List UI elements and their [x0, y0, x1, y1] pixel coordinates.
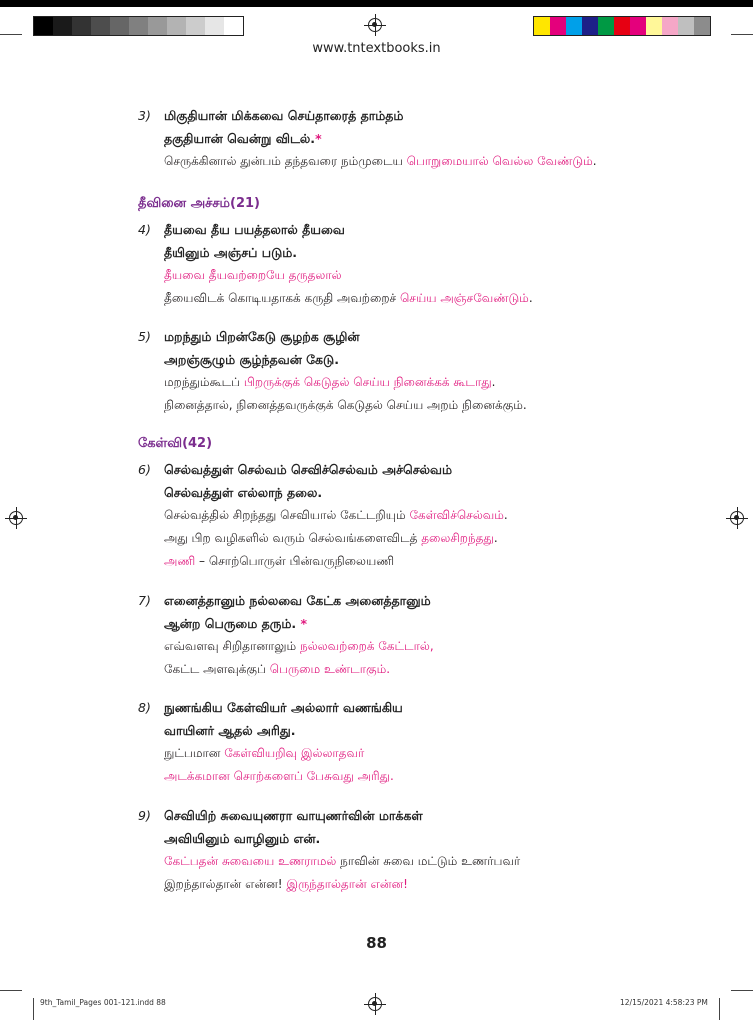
grey-swatch: [34, 17, 53, 35]
verse-line: வாயினர் ஆதல் அரிது.: [164, 723, 296, 738]
registration-mark-icon: [9, 511, 23, 525]
verse-line: தீயினும் அஞ்சப் படும்.: [164, 245, 298, 260]
explanation-line: கேட்ட அளவுக்குப் பெருமை உண்டாகும்.: [164, 662, 391, 676]
grey-swatch: [167, 17, 186, 35]
verse-line: தகுதியான் வென்று விடல்.*: [164, 131, 322, 146]
website-url: www.tntextbooks.in: [312, 41, 441, 56]
grey-swatch: [110, 17, 129, 35]
footer-timestamp: 12/15/2021 4:58:23 PM: [620, 998, 708, 1007]
color-swatch: [550, 17, 566, 35]
explanation-line: நினைத்தால், நினைத்தவருக்குக் கெடுதல் செய்ய அறம் நினைக்கும்.: [164, 398, 527, 412]
color-swatch: [694, 17, 710, 35]
section-heading: தீவினை அச்சம்(21): [138, 196, 260, 211]
verse-line: அவியினும் வாழினும் என்.: [164, 831, 321, 846]
crop-mark: [0, 34, 22, 35]
verse-line: செல்வத்துள் எல்லாந் தலை.: [164, 485, 323, 500]
verse-line: மிகுதியான் மிக்கவை செய்தாரைத் தாம்தம்: [164, 108, 404, 123]
registration-mark-icon: [368, 18, 382, 32]
color-swatch: [582, 17, 598, 35]
registration-mark-icon: [368, 997, 382, 1011]
crop-mark: [731, 34, 753, 35]
color-swatch: [662, 17, 678, 35]
explanation-line: தீயைவிடக் கொடியதாகக் கருதி அவற்றைச் செய்ய அஞ்சவேண்டும்.: [164, 291, 533, 305]
color-swatch: [598, 17, 614, 35]
explanation-line: இறந்தால்தான் என்ன! இருந்தால்தான் என்ன!: [164, 877, 408, 891]
section-heading: கேள்வி(42): [138, 436, 213, 451]
verse-number: 6): [138, 462, 151, 477]
explanation-line: மறந்தும்கூடப் பிறருக்குக் கெடுதல் செய்ய நினைக்கக் கூடாது.: [164, 375, 496, 389]
verse-number: 4): [138, 222, 151, 237]
grey-swatch: [129, 17, 148, 35]
star-marker: *: [300, 616, 308, 631]
verse-line: செவியிற் சுவையுணரா வாயுணர்வின் மாக்கள்: [164, 808, 423, 823]
crop-mark: [719, 998, 720, 1020]
explanation-line: அது பிற வழிகளில் வரும் செல்வங்களைவிடத் தலைசிறந்தது.: [164, 531, 498, 545]
explanation-line: எவ்வளவு சிறிதானாலும் நல்லவற்றைக் கேட்டால்,: [164, 639, 434, 653]
color-swatch: [630, 17, 646, 35]
verse-line: எனைத்தானும் நல்லவை கேட்க அனைத்தானும்: [164, 593, 431, 608]
verse-line: அறஞ்சூழும் சூழ்ந்தவன் கேடு.: [164, 352, 339, 367]
explanation-line: கேட்பதன் சுவையை உணராமல் நாவின் சுவை மட்டும் உணர்பவர்: [164, 854, 521, 868]
registration-mark-icon: [730, 511, 744, 525]
star-marker: *: [315, 131, 322, 146]
color-calibration-strip: [533, 16, 711, 36]
grey-swatch: [148, 17, 167, 35]
verse-number: 8): [138, 700, 151, 715]
verse-number: 5): [138, 329, 151, 344]
explanation-line: செல்வத்தில் சிறந்தது செவியால் கேட்டறியும் கேள்விச்செல்வம்.: [164, 508, 508, 522]
grey-swatch: [53, 17, 72, 35]
verse-line: மறந்தும் பிறன்கேடு சூழற்க சூழின்: [164, 329, 360, 344]
grey-swatch: [91, 17, 110, 35]
color-swatch: [614, 17, 630, 35]
explanation-line: அடக்கமான சொற்களைப் பேசுவது அரிது.: [164, 769, 394, 783]
page-number: 88: [366, 934, 387, 952]
color-swatch: [566, 17, 582, 35]
footer-file-name: 9th_Tamil_Pages 001-121.indd 88: [40, 998, 166, 1007]
color-swatch: [534, 17, 550, 35]
grey-calibration-strip: [33, 16, 244, 36]
verse-line: நுணங்கிய கேள்வியர் அல்லார் வணங்கிய: [164, 700, 403, 715]
grey-swatch: [186, 17, 205, 35]
verse-number: 3): [138, 108, 151, 123]
explanation-line: செருக்கினால் துன்பம் தந்தவரை நம்முடைய பொறுமையால் வெல்ல வேண்டும்.: [164, 154, 597, 168]
color-swatch: [678, 17, 694, 35]
explanation-line: நுட்பமான கேள்வியறிவு இல்லாதவர்: [164, 746, 365, 760]
color-swatch: [646, 17, 662, 35]
verse-line: செல்வத்துள் செல்வம் செவிச்செல்வம் அச்செல்வம்: [164, 462, 453, 477]
explanation-line: தீயவை தீயவற்றையே தருதலால்: [164, 268, 342, 282]
grey-swatch: [205, 17, 224, 35]
verse-line: ஆன்ற பெருமை தரும். *: [164, 616, 308, 631]
verse-number: 9): [138, 808, 151, 823]
verse-line: தீயவை தீய பயத்தலால் தீயவை: [164, 222, 345, 237]
crop-mark: [0, 990, 22, 991]
grey-swatch: [224, 17, 243, 35]
verse-number: 7): [138, 593, 151, 608]
crop-mark: [731, 990, 753, 991]
grey-swatch: [72, 17, 91, 35]
print-top-bar: [0, 0, 753, 7]
crop-mark: [33, 998, 34, 1020]
figure-of-speech-note: அணி – சொற்பொருள் பின்வருநிலையணி: [164, 554, 395, 568]
